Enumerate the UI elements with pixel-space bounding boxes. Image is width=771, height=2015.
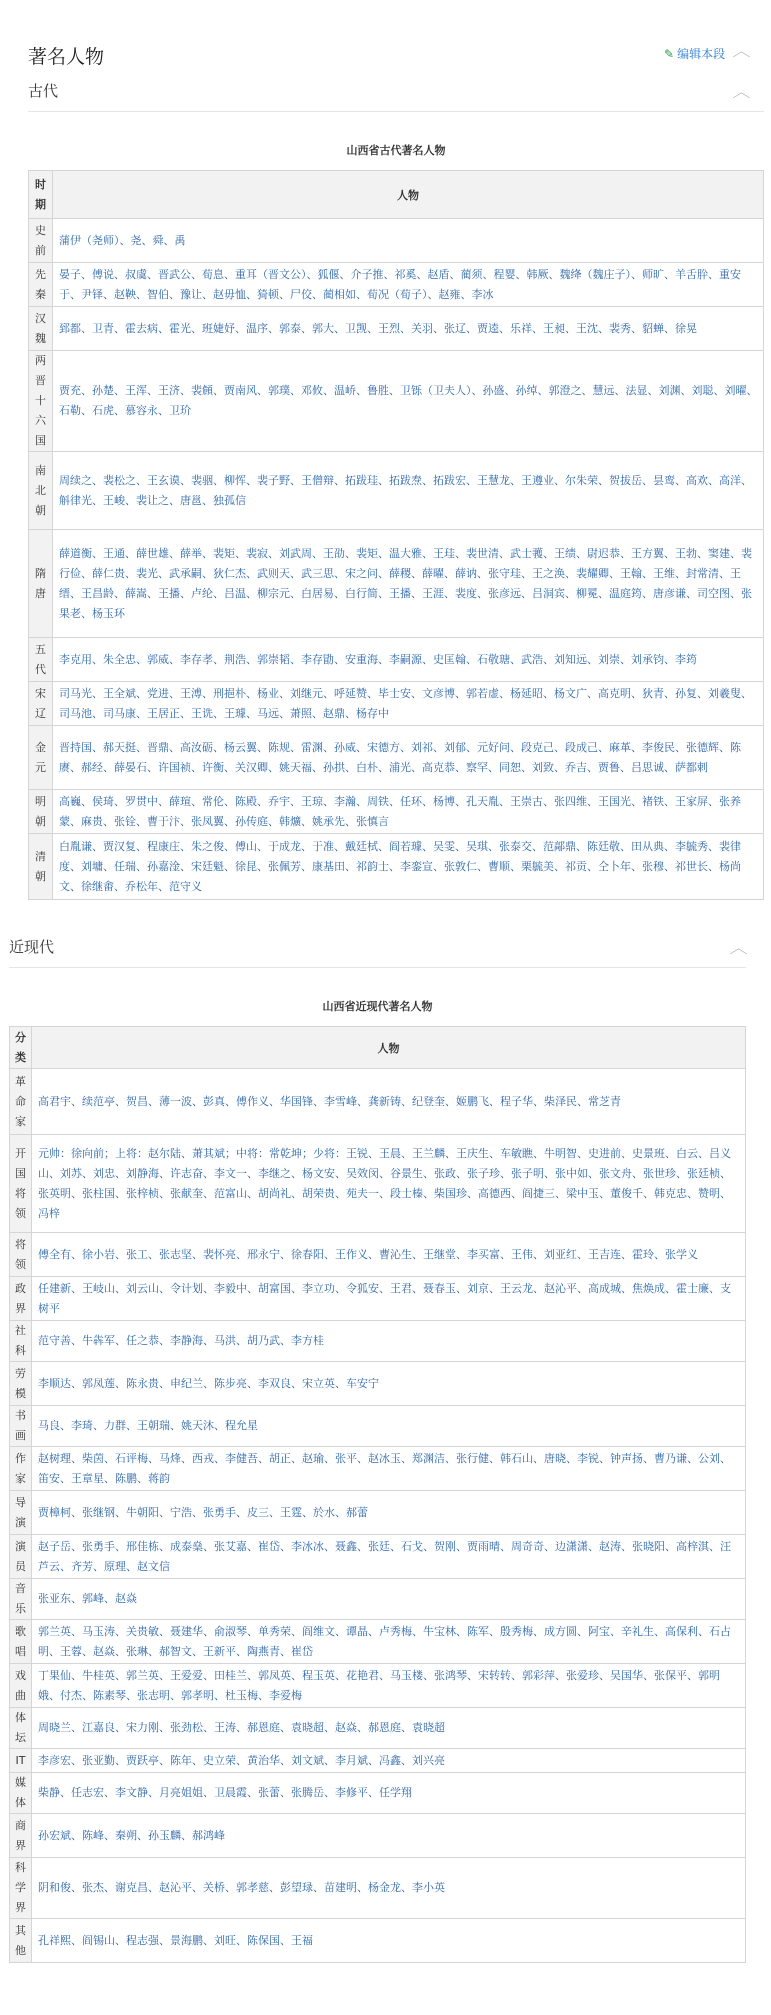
row-category: 两晋十六国: [29, 351, 53, 452]
table-row: [10, 1708, 746, 1749]
table-row: [10, 1749, 746, 1773]
table-row: [29, 726, 764, 790]
row-category: 开国将领: [10, 1135, 32, 1233]
header-people: 人物: [32, 1027, 746, 1069]
row-people: 孔祥熙、阎锡山、程志强、景海鹏、刘旺、陈保国、王福: [32, 1919, 746, 1963]
ancient-subtitle: 古代: [28, 82, 59, 100]
table-row: [29, 530, 764, 638]
collapse-section-icon[interactable]: ︿: [732, 45, 751, 60]
row-people: 柴静、任志宏、李文静、月亮姐姐、卫晨霞、张蕾、张腾岳、李修平、任学翔: [32, 1773, 746, 1814]
table-row: [29, 351, 764, 452]
row-category: 汉魏: [29, 307, 53, 351]
row-category: 清朝: [29, 834, 53, 900]
row-category: 劳模: [10, 1362, 32, 1406]
table-row: [29, 452, 764, 530]
collapse-modern-icon[interactable]: ︿: [729, 942, 748, 957]
table-row: [10, 1579, 746, 1620]
table-row: [29, 638, 764, 682]
ancient-table: [28, 170, 764, 900]
table-row: [10, 1321, 746, 1362]
row-category: 演员: [10, 1535, 32, 1579]
table-row: [10, 1406, 746, 1447]
row-category: 五代: [29, 638, 53, 682]
row-people: 薛道衡、王通、薛世雄、薛举、裴矩、裴寂、刘武周、王劭、裴矩、温大雅、王珪、裴世清、武士彟、王绩、尉迟恭、王方翼、王勃、窦建、裴行俭、薛仁贵、裴光、武承嗣、狄仁杰、武则天、武三思、宋之问、薛稷、薛曜、薛讷、张守珪、王之涣、裴耀卿、王翰、王维、封常清、王缙、王昌龄、薛嵩、王播、卢纶、吕温、柳宗元、白居易、白行简、王播、王涯、裴度、张彦远、吕洞宾、柳冕、温庭筠、唐彦谦、司空图、张果老、杨玉环: [53, 530, 764, 638]
row-people: 赵子岳、张勇手、邢佳栋、成泰燊、张艾嘉、崔岱、李冰冰、聂鑫、张廷、石戈、贺刚、贾雨晴、周奇奇、边潇潇、赵涛、张晓阳、高梓淇、汪芦云、齐芳、原理、赵文信: [32, 1535, 746, 1579]
row-people: 贾充、孙楚、王浑、王济、裴頠、贾南风、郭璞、邓攸、温峤、鲁胜、卫铄（卫夫人）、孙盛、孙绰、郭澄之、慧远、法显、刘渊、刘聪、刘曜、石勒、石虎、慕容永、卫玠: [53, 351, 764, 452]
row-people: 赵树理、柴茵、石评梅、马烽、西戎、李健吾、胡正、赵瑜、张平、赵冰玉、郑渊洁、张行健、韩石山、唐晓、李锐、钟声扬、曹乃谦、公刘、笛安、王章星、陈鹏、蒋韵: [32, 1447, 746, 1491]
row-people: 司马光、王全斌、党进、王溥、刑挹朴、杨业、刘继元、呼延赞、毕士安、文彦博、郭若虚、杨延昭、杨文广、高克明、狄青、孙复、刘羲叟、司马池、司马康、王居正、王诜、王璩、马远、萧照、赵鼎、杨存中: [53, 682, 764, 726]
row-people: 丁果仙、牛桂英、郭兰英、王爱爱、田桂兰、郭凤英、程玉英、花艳君、马玉楼、张鸿琴、宋转转、郭彩萍、张爱珍、吴国华、张保平、郭明娥、付杰、陈素琴、张志明、郭孝明、杜玉梅、李爱梅: [32, 1664, 746, 1708]
row-category: 音乐: [10, 1579, 32, 1620]
row-category: 社科: [10, 1321, 32, 1362]
table-row: [10, 1664, 746, 1708]
table-row: [10, 1491, 746, 1535]
row-people: 周续之、裴松之、王玄谟、裴骃、柳恽、裴子野、王僧辩、拓跋珪、拓跋焘、拓跋宏、王慧龙、王遵业、尔朱荣、贺拔岳、昙鸾、高欢、高洋、斛律光、王峻、裴让之、唐邕、独孤信: [53, 452, 764, 530]
row-people: 晋持国、郝天挺、晋鼎、高汝砺、杨云翼、陈规、雷渊、孙威、宋德方、刘祁、刘郁、元好问、段克己、段成己、麻革、李俊民、张德辉、陈赓、郝经、薛晏石、许国祯、许衡、关汉卿、姚天福、孙拱、白朴、浦光、高克恭、察罕、同恕、刘致、乔吉、贾鲁、吕思诚、萨都剌: [53, 726, 764, 790]
pencil-icon: ✎: [664, 46, 675, 61]
modern-divider: [9, 967, 746, 968]
row-category: 商界: [10, 1814, 32, 1858]
table-row: [29, 834, 764, 900]
table-row: [10, 1362, 746, 1406]
table-row: [10, 1858, 746, 1919]
table-row: [10, 1277, 746, 1321]
row-people: 高君宇、续范亭、贺昌、薄一波、彭真、傅作义、华国锋、李雪峰、龚新铸、纪登奎、姬鹏飞、程子华、柴泽民、常芝青: [32, 1069, 746, 1135]
row-people: 孙宏斌、陈峰、秦朔、孙玉麟、郝鸿峰: [32, 1814, 746, 1858]
row-people: 贾樟柯、张继钢、牛朝阳、宁浩、张勇手、皮三、王霆、於水、郝蕾: [32, 1491, 746, 1535]
table-row: [10, 1233, 746, 1277]
row-category: IT: [10, 1749, 32, 1773]
table-row: [29, 219, 764, 263]
row-people: 高巍、侯琦、罗贯中、薛瑄、常伦、陈殿、乔宇、王琼、李瀚、周铁、任环、杨博、孔天胤、王崇古、张四维、王国光、褚铁、王家屏、张养蒙、麻贵、张铨、曹于汴、张凤翼、孙传庭、韩爌、姚承先、张慎言: [53, 790, 764, 834]
collapse-ancient-icon[interactable]: ︿: [732, 86, 751, 101]
row-people: 傅全有、徐小岩、张工、张志坚、裴怀亮、邢永宁、徐春阳、王作义、曹沁生、王继堂、李买富、王伟、刘亚红、王吉连、霍玲、张学义: [32, 1233, 746, 1277]
edit-section-label: 编辑本段: [677, 47, 726, 61]
row-people: 张亚东、郭峰、赵焱: [32, 1579, 746, 1620]
header-category: 分类: [10, 1027, 32, 1069]
row-category: 隋唐: [29, 530, 53, 638]
table-row: [29, 307, 764, 351]
row-category: 金元: [29, 726, 53, 790]
table-row: [10, 1535, 746, 1579]
ancient-divider: [28, 111, 764, 112]
modern-table-caption: 山西省近现代著名人物: [322, 1000, 433, 1013]
row-people: 郅都、卫青、霍去病、霍光、班婕妤、温序、郭泰、郭大、卫觊、王烈、关羽、张辽、贾逵、乐祥、王昶、王沈、裴秀、貂蝉、徐晃: [53, 307, 764, 351]
row-category: 革命家: [10, 1069, 32, 1135]
row-people: 白胤谦、贾汉复、程康庄、朱之俊、傅山、于成龙、于准、戴廷栻、阎若璩、吴雯、吴琪、张泰交、范鄗鼎、陈廷敬、田从典、李毓秀、裴律度、刘墉、任瑞、孙嘉淦、宋廷魁、徐昆、张佩芳、康基田、祁韵士、李銮宣、张敦仁、曹顺、栗毓美、祁贡、仝卜年、张穆、祁世长、杨尚文、徐继畬、乔松年、范守义: [53, 834, 764, 900]
table-row: [10, 1069, 746, 1135]
row-people: 李彦宏、张亚勤、贾跃亭、陈年、史立荣、黄治华、刘文斌、李月斌、冯鑫、刘兴亮: [32, 1749, 746, 1773]
page-title: 著名人物: [28, 46, 105, 68]
row-category: 南北朝: [29, 452, 53, 530]
row-people: 范守善、牛犇军、任之恭、李静海、马洪、胡乃武、李方桂: [32, 1321, 746, 1362]
table-row: [10, 1135, 746, 1233]
row-people: 晏子、傅说、叔虞、晋武公、荀息、重耳（晋文公）、狐偃、介子推、祁奚、赵盾、蔺须、程婴、韩厥、魏绛（魏庄子）、师旷、羊舌肸、重安于、尹铎、赵鞅、智伯、豫让、赵毋恤、猗顿、尸佼、蔺相如、荀况（荀子）、赵雍、李冰: [53, 263, 764, 307]
row-category: 科学界: [10, 1858, 32, 1919]
table-row: [29, 682, 764, 726]
row-category: 先秦: [29, 263, 53, 307]
row-category: 媒体: [10, 1773, 32, 1814]
row-people: 蒲伊（尧师）、尧、舜、禹: [53, 219, 764, 263]
row-people: 阴和俊、张杰、谢克昌、赵沁平、关桥、郭孝慈、彭望琭、苗建明、杨金龙、李小英: [32, 1858, 746, 1919]
row-people: 李克用、朱全忠、郭威、李存孝、荆浩、郭崇韬、李存勖、安重海、李嗣源、史匡翰、石敬瑭、武浩、刘知远、刘崇、刘承钧、李筠: [53, 638, 764, 682]
table-row: [10, 1814, 746, 1858]
edit-section-button[interactable]: [664, 45, 725, 62]
table-row: [10, 1620, 746, 1664]
row-category: 导演: [10, 1491, 32, 1535]
row-people: 任建新、王岐山、刘云山、令计划、李毅中、胡富国、李立功、令狐安、王君、聂春玉、刘京、王云龙、赵沁平、高成城、焦焕成、霍士廉、支树平: [32, 1277, 746, 1321]
header-people: 人物: [53, 171, 764, 219]
row-category: 其他: [10, 1919, 32, 1963]
row-category: 将领: [10, 1233, 32, 1277]
table-row: [29, 263, 764, 307]
row-people: 周晓兰、江嘉良、宋力刚、张劲松、王涛、郝恩庭、袁晓超、赵焱、郝恩庭、袁晓超: [32, 1708, 746, 1749]
modern-subtitle: 近现代: [9, 938, 55, 956]
row-category: 体坛: [10, 1708, 32, 1749]
table-row: [10, 1447, 746, 1491]
table-row: [10, 1919, 746, 1963]
row-people: 马良、李琦、力群、王朝瑞、姚天沐、程允星: [32, 1406, 746, 1447]
row-people: 元帅：徐向前；上将：赵尔陆、萧其斌；中将：常乾坤；少将：王锐、王晨、王兰麟、王庆生、车敏瞧、牛明智、史进前、史景班、白云、吕义山、刘苏、刘忠、刘静海、许志奋、李文一、李继之、杨文安、吴效闵、谷景生、张政、张子珍、张子明、张中如、张文舟、张世珍、张廷桢、张英明、张柱国、张梓桢、张献奎、范富山、胡尚礼、胡荣贵、苑夫一、段士榛、柴国珍、高德西、阎捷三、梁中玉、董俊千、韩克忠、赞明、冯梓: [32, 1135, 746, 1233]
row-category: 歌唱: [10, 1620, 32, 1664]
header-period: 时期: [29, 171, 53, 219]
modern-table: [9, 1026, 746, 1963]
row-people: 李顺达、郭凤莲、陈永贵、申纪兰、陈步亮、李双良、宋立英、车安宁: [32, 1362, 746, 1406]
table-row: [10, 1773, 746, 1814]
row-category: 作家: [10, 1447, 32, 1491]
row-people: 郭兰英、马玉涛、关贵敏、聂建华、俞淑琴、单秀荣、阎维文、谭晶、卢秀梅、牛宝林、陈军、殷秀梅、成方圆、阿宝、辛礼生、高保利、石占明、王蓉、赵焱、张琳、郝智文、王新平、陶燕青、崔岱: [32, 1620, 746, 1664]
row-category: 史前: [29, 219, 53, 263]
row-category: 宋辽: [29, 682, 53, 726]
row-category: 政界: [10, 1277, 32, 1321]
row-category: 书画: [10, 1406, 32, 1447]
table-row: [29, 790, 764, 834]
row-category: 戏曲: [10, 1664, 32, 1708]
ancient-table-caption: 山西省古代著名人物: [346, 144, 446, 157]
row-category: 明朝: [29, 790, 53, 834]
